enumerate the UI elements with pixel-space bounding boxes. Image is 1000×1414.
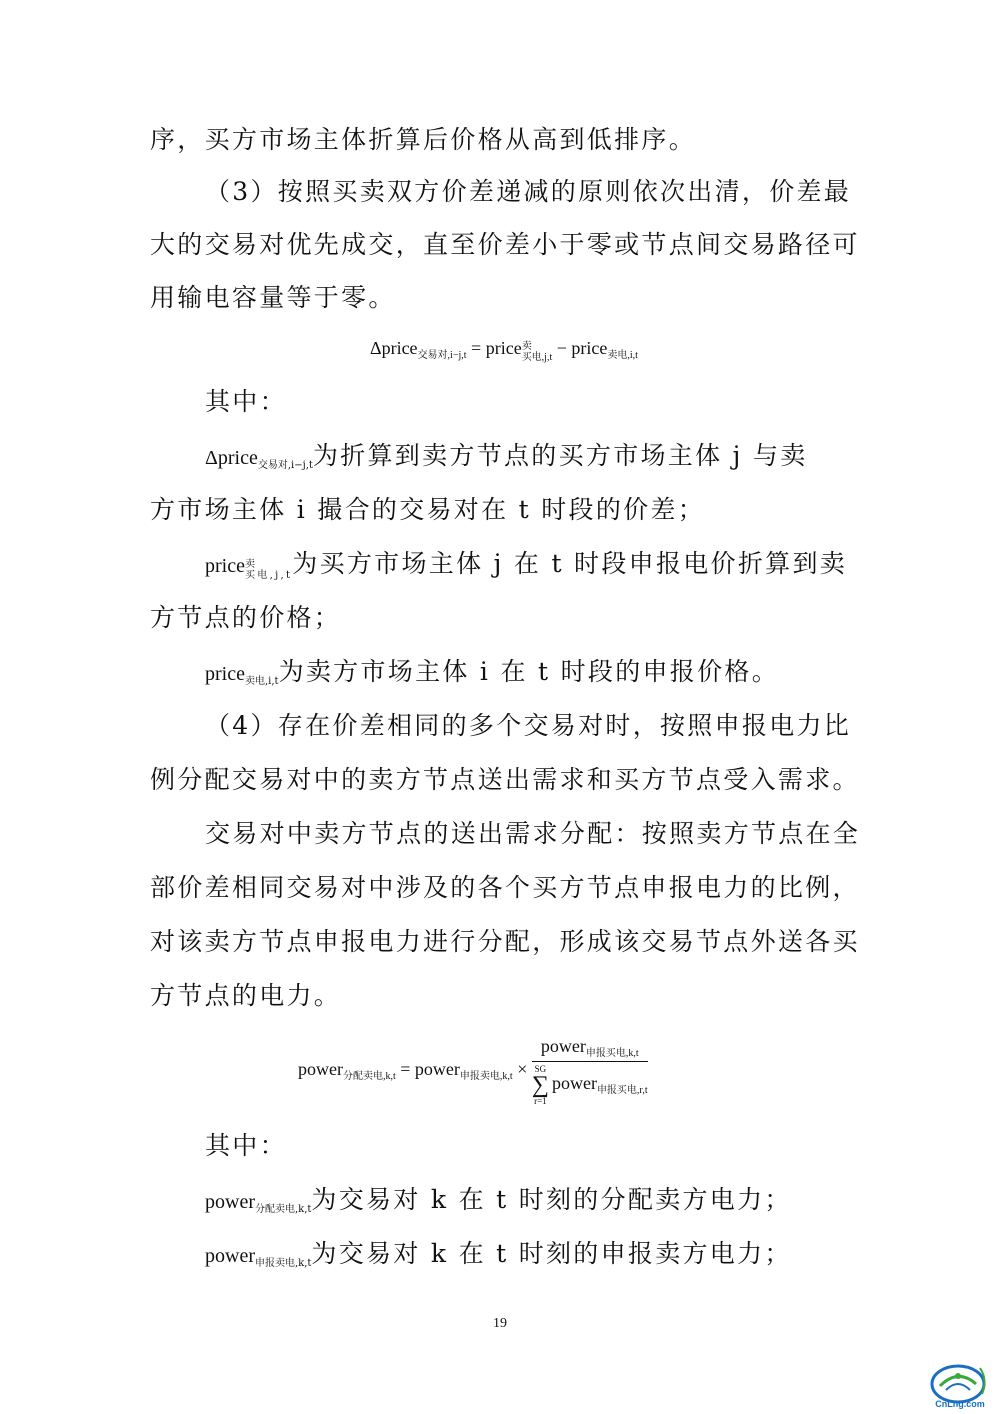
text-line: 大的交易对优先成交，直至价差小于零或节点间交易路径可 bbox=[150, 230, 860, 259]
inline-superscript: 卖 bbox=[244, 559, 258, 570]
text-line bbox=[205, 548, 850, 582]
text-segment: 为卖方市场主体 i 在 t 时段的申报价格。 bbox=[278, 657, 779, 686]
text-line: 方市场主体 i 撮合的交易对在 t 时段的价差； bbox=[150, 495, 706, 524]
formula-term: price bbox=[485, 338, 522, 358]
svg-text:CnLng.com: CnLng.com bbox=[935, 1399, 985, 1409]
text-line: 部价差相同交易对中涉及的各个买方节点申报电力的比例， bbox=[150, 873, 860, 902]
text-segment: 为交易对 k 在 t 时刻的分配卖方电力； bbox=[311, 1185, 792, 1214]
formula-term: power bbox=[298, 1059, 343, 1080]
inline-subscript: 申报卖电,k,t bbox=[254, 1258, 312, 1269]
price-difference-formula bbox=[370, 338, 638, 363]
text-line: 其中： bbox=[205, 387, 287, 416]
fraction-numerator: power$_{申报买电,k,t}$ bbox=[532, 1036, 648, 1062]
text-segment: 为买方市场主体 j 在 t 时段申报电价折算到卖 bbox=[292, 549, 848, 578]
text-line bbox=[205, 656, 850, 698]
text-line: 方节点的价格； bbox=[150, 603, 342, 632]
text-line bbox=[205, 440, 850, 482]
formula-term: Δprice bbox=[370, 338, 418, 358]
formula-operator: = bbox=[471, 338, 482, 358]
inline-subscript: 买电,j,t bbox=[244, 570, 293, 581]
inline-subscript: 卖电,i,t bbox=[244, 676, 279, 687]
text-line: 其中： bbox=[205, 1131, 287, 1160]
inline-subscript: 交易对,i−j,t bbox=[257, 460, 313, 471]
formula-subscript: 申报卖电,k,t bbox=[459, 1071, 513, 1083]
text-line: 对该卖方节点申报电力进行分配，形成该交易节点外送各买 bbox=[150, 927, 860, 956]
inline-subscript: 分配卖电,k,t bbox=[254, 1204, 312, 1215]
formula-subscript: 卖电,i,t bbox=[607, 350, 638, 361]
text-line: 交易对中卖方节点的送出需求分配：按照卖方节点在全 bbox=[205, 819, 861, 848]
text-line: 例分配交易对中的卖方节点送出需求和买方节点受入需求。 bbox=[150, 765, 860, 794]
formula-fraction bbox=[532, 1036, 648, 1106]
text-line: （4）存在价差相同的多个交易对时，按照申报电力比 bbox=[205, 711, 852, 740]
formula-operator: × bbox=[517, 1059, 528, 1080]
formula-operator: − bbox=[556, 338, 567, 358]
power-allocation-formula bbox=[298, 1036, 648, 1106]
inline-term: power bbox=[205, 1191, 255, 1213]
inline-term: price bbox=[205, 663, 245, 685]
formula-subscript: 分配卖电,k,t bbox=[342, 1071, 396, 1083]
formula-subscript: 交易对,i−j,t bbox=[417, 350, 467, 361]
summation: SG ∑ r=1 bbox=[531, 1064, 549, 1106]
text-segment: 为折算到卖方节点的买方市场主体 j 与卖 bbox=[312, 441, 808, 470]
formula-subscript: 买电,j,t bbox=[521, 352, 553, 363]
cnlng-logo-icon bbox=[928, 1360, 992, 1410]
formula-operator: = bbox=[400, 1059, 411, 1080]
fraction-denominator: SG ∑ r=1power$_{申报买电,r,t}$ bbox=[531, 1064, 648, 1106]
text-line: （3）按照买卖双方价差递减的原则依次出清，价差最 bbox=[205, 177, 852, 206]
inline-term: price bbox=[205, 555, 245, 577]
page-number: 19 bbox=[493, 1316, 507, 1331]
text-line: 序，买方市场主体折算后价格从高到低排序。 bbox=[150, 125, 697, 154]
formula-superscript: 卖 bbox=[521, 341, 532, 352]
text-segment: 为交易对 k 在 t 时刻的申报卖方电力； bbox=[311, 1239, 792, 1268]
text-line: 用输电容量等于零。 bbox=[150, 283, 396, 312]
text-line bbox=[205, 1184, 850, 1226]
text-line: 方节点的电力。 bbox=[150, 981, 342, 1010]
inline-term: power bbox=[205, 1245, 255, 1267]
formula-term: power bbox=[414, 1059, 460, 1080]
inline-term: Δprice bbox=[205, 447, 258, 469]
text-line bbox=[205, 1238, 850, 1280]
formula-term: price bbox=[571, 338, 608, 358]
